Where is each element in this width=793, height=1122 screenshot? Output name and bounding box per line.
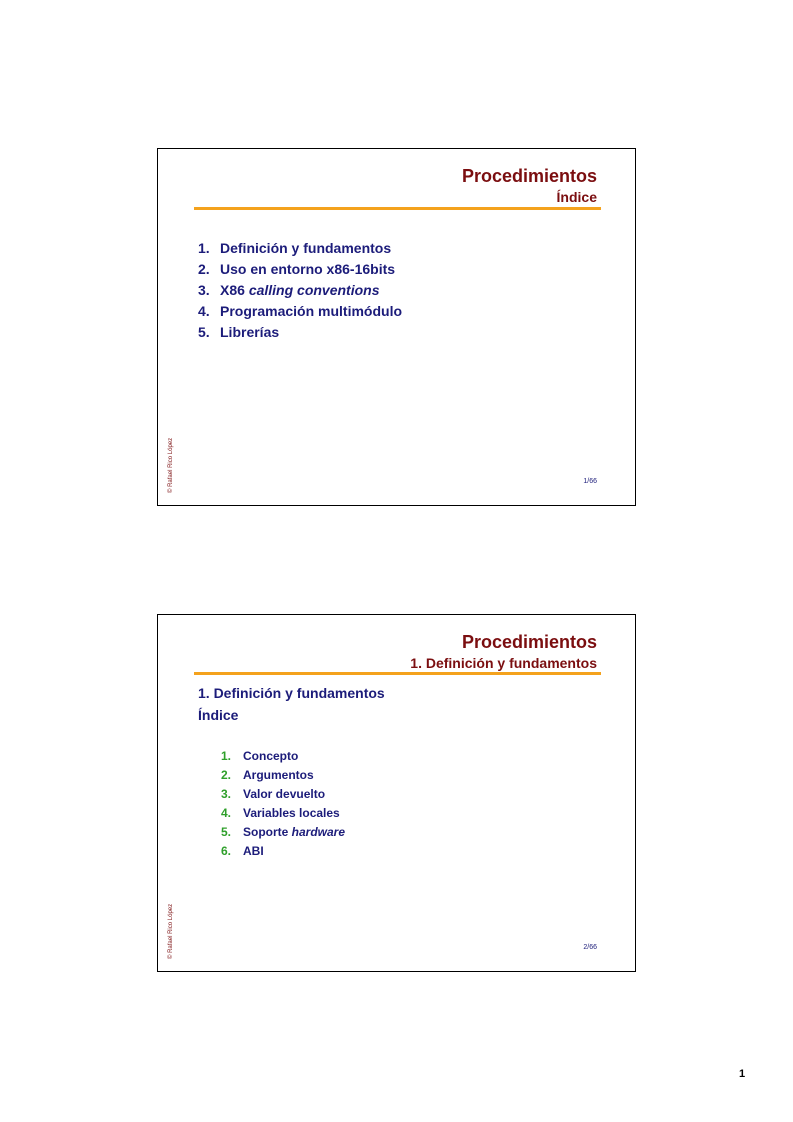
item-number: 3. [221, 787, 232, 801]
sheet-page-number: 1 [739, 1068, 746, 1080]
item-text: Concepto [243, 749, 299, 763]
list-item [221, 785, 345, 804]
index-list [198, 238, 402, 343]
item-number: 5. [221, 825, 232, 839]
list-item [221, 804, 345, 823]
list-item [221, 823, 345, 842]
item-number: 3. [198, 282, 210, 298]
item-number: 5. [198, 324, 210, 340]
item-number: 4. [221, 806, 232, 820]
item-text: Programación multimódulo [220, 303, 403, 319]
item-number: 2. [221, 768, 232, 782]
item-emphasis: hardware [291, 825, 346, 839]
list-item [198, 238, 402, 259]
copyright-credit: © Rafael Rico López [168, 437, 174, 493]
item-text: X86 [220, 282, 249, 298]
item-number: 2. [198, 261, 210, 277]
section-heading: 1. Definición y fundamentos [198, 685, 385, 701]
slide-2 [157, 614, 636, 972]
copyright-credit: © Rafael Rico López [168, 903, 174, 959]
item-text: Uso en entorno x86-16bits [220, 261, 396, 277]
item-number: 6. [221, 844, 232, 858]
list-item [221, 747, 345, 766]
item-text: Variables locales [243, 806, 340, 820]
index-label: Índice [198, 707, 239, 723]
page-number: 1/66 [583, 478, 597, 485]
item-text: ABI [243, 844, 264, 858]
list-item [221, 766, 345, 785]
title-underline [194, 207, 601, 210]
page-number: 2/66 [583, 944, 597, 951]
item-text: Soporte [243, 825, 292, 839]
list-item [198, 301, 402, 322]
slide-1 [157, 148, 636, 506]
slide-title: Procedimientos [461, 632, 597, 652]
item-emphasis: calling conventions [248, 282, 380, 298]
sub-index-list [221, 747, 345, 861]
item-text: Argumentos [243, 768, 314, 782]
slide-subtitle: Índice [556, 189, 597, 205]
slide-title: Procedimientos [461, 166, 597, 186]
item-text: Definición y fundamentos [220, 240, 392, 256]
list-item [198, 280, 402, 301]
item-text: Librerías [220, 324, 280, 340]
list-item [221, 842, 345, 861]
slide-subtitle: 1. Definición y fundamentos [410, 655, 597, 671]
list-item [198, 322, 402, 343]
item-number: 1. [198, 240, 210, 256]
item-number: 4. [198, 303, 210, 319]
list-item [198, 259, 402, 280]
item-number: 1. [221, 749, 232, 763]
title-underline [194, 672, 601, 675]
item-text: Valor devuelto [243, 787, 326, 801]
